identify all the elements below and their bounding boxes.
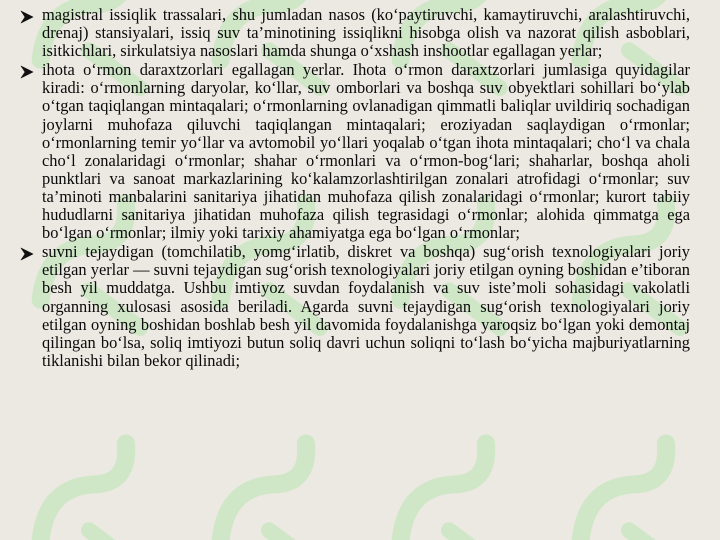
slide-content: [20, 6, 690, 371]
watermark-mark: [23, 443, 188, 540]
list-item: [20, 6, 690, 60]
watermark-mark: [203, 443, 368, 540]
arrowhead-bullet-icon: [20, 10, 34, 24]
list-item-text: suvni tejaydigan (tomchilatib, yomg‘irlatib, diskret va boshqa) sug‘orish texnologiyalari joriy etilgan yerlar — suvni tejaydigan sug‘orish texnologiyalari joriy etilgan oyning boshidan e’tiboran besh yil muddatga. Ushbu imtiyoz suvdan foydalanish va suv iste’moli sohasidagi vakolatli organning xulosasi asosida beriladi. Agarda suvni tejaydigan sug‘orish texnologiyalari joriy etilgan oyning boshidan boshlab besh yil davomida foydalanishga yaroqsiz bo‘lgan yoki demontaj qilingan bo‘lsa, soliq imtiyozi butun soliq davri uchun soliqni to‘lash bo‘yicha majburiyatlarning tiklanishi bilan bekor qilinadi;: [42, 242, 690, 370]
list-item-text: magistral issiqlik trassalari, shu jumladan nasos (ko‘paytiruvchi, kamaytiruvchi, aralashtiruvchi, drenaj) stansiyalari, issiq suv ta’minotining issiqlikni hisobga olish va nazorat qilish asboblari, isitkichlari, sirkulatsiya nasoslari hamda shunga o‘xshash inshootlar egallagan yerlar;: [42, 5, 690, 61]
arrowhead-bullet-icon: [20, 247, 34, 261]
list-item: [20, 61, 690, 242]
list-item: [20, 243, 690, 370]
watermark-mark: [563, 443, 720, 540]
arrowhead-bullet-icon: [20, 65, 34, 79]
watermark-mark: [383, 443, 548, 540]
list-item-text: ihota o‘rmon daraxtzorlari egallagan yerlar. Ihota o‘rmon daraxtzorlari jumlasiga quyidagilar kiradi: o‘rmonlarning daryolar, ko‘llar, suv omborlari va boshqa suv obyektlari sohillari bo‘ylab o‘tgan taqiqlangan mintaqalari; o‘rmonlarning ovlanadigan qimmatli baliqlar uvildiriq sochadigan joylarni muhofaza qiluvchi taqiqlangan mintaqalari; eroziyadan saqlaydigan o‘rmonlar; o‘rmonlarning temir yo‘llar va avtomobil yo‘llari yoqalab o‘tgan ihota mintaqalari; cho‘l va chala cho‘l zonalaridagi o‘rmonlar; shahar o‘rmonlari va o‘rmon-bog‘lari; shaharlar, boshqa aholi punktlari va sanoat markazlarining ko‘kalamzorlashtirilgan zonalari atrofidagi o‘rmonlar; suv ta’minoti manbalarini sanitariya jihatidan muhofaza qilish zonalaridagi o‘rmonlar; kurort tabiiy hududlarni sanitariya jihatidan muhofaza qilish tegrasidagi o‘rmonlar; alohida qimmatga ega bo‘lgan o‘rmonlar; ilmiy yoki tarixiy ahamiyatga ega bo‘lgan o‘rmonlar;: [42, 60, 690, 243]
